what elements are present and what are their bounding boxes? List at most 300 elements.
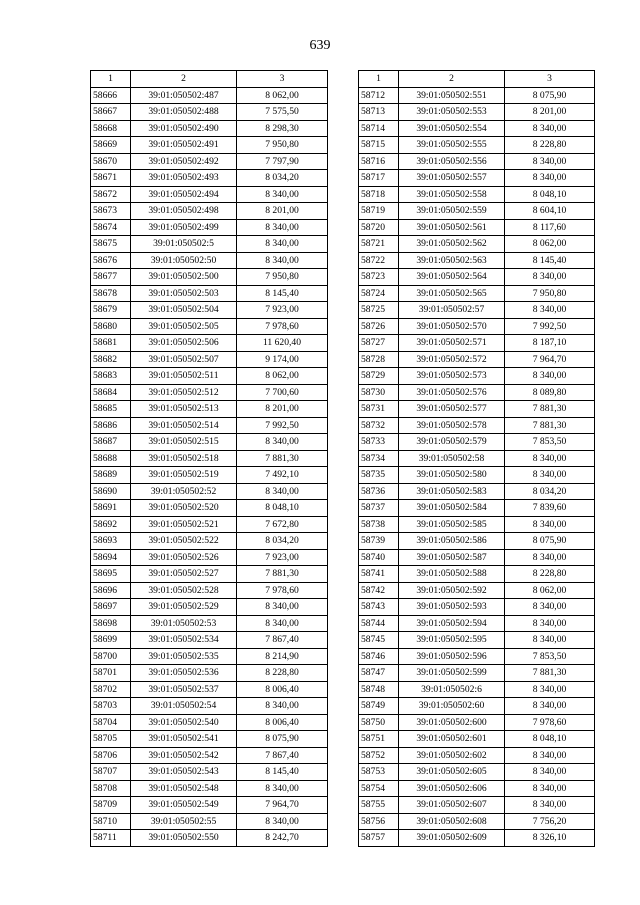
table-row (359, 632, 595, 649)
cadastral-value: 8 145,40 (505, 252, 595, 269)
row-number: 58737 (359, 500, 399, 517)
cadastral-number: 39:01:050502:577 (399, 401, 505, 418)
row-number: 58722 (359, 252, 399, 269)
table-row (359, 384, 595, 401)
table-row (91, 599, 328, 616)
cadastral-value: 8 075,90 (505, 533, 595, 550)
row-number: 58755 (359, 797, 399, 814)
cadastral-value: 8 340,00 (237, 186, 328, 203)
header-col-3: 3 (505, 71, 595, 88)
table-row (359, 533, 595, 550)
cadastral-value: 7 867,40 (237, 747, 328, 764)
table-row (91, 533, 328, 550)
cadastral-number: 39:01:050502:507 (131, 351, 237, 368)
cadastral-value: 8 340,00 (505, 153, 595, 170)
row-number: 58683 (91, 368, 131, 385)
table-row (359, 186, 595, 203)
row-number: 58735 (359, 467, 399, 484)
cadastral-number: 39:01:050502:521 (131, 516, 237, 533)
cadastral-value: 8 340,00 (505, 269, 595, 286)
cadastral-value: 8 340,00 (505, 764, 595, 781)
row-number: 58705 (91, 731, 131, 748)
table-row (359, 797, 595, 814)
cadastral-number: 39:01:050502:499 (131, 219, 237, 236)
cadastral-value: 7 797,90 (237, 153, 328, 170)
row-number: 58690 (91, 483, 131, 500)
table-row (91, 747, 328, 764)
row-number: 58668 (91, 120, 131, 137)
cadastral-number: 39:01:050502:5 (131, 236, 237, 253)
cadastral-number: 39:01:050502:578 (399, 417, 505, 434)
row-number: 58692 (91, 516, 131, 533)
table-row (91, 170, 328, 187)
table-row (91, 450, 328, 467)
row-number: 58719 (359, 203, 399, 220)
row-number: 58682 (91, 351, 131, 368)
cadastral-number: 39:01:050502:54 (131, 698, 237, 715)
table-row (359, 549, 595, 566)
table-row (91, 236, 328, 253)
cadastral-value: 7 950,80 (237, 269, 328, 286)
row-number: 58670 (91, 153, 131, 170)
cadastral-number: 39:01:050502:593 (399, 599, 505, 616)
cadastral-number: 39:01:050502:512 (131, 384, 237, 401)
row-number: 58691 (91, 500, 131, 517)
cadastral-value: 8 604,10 (505, 203, 595, 220)
row-number: 58743 (359, 599, 399, 616)
row-number: 58753 (359, 764, 399, 781)
cadastral-number: 39:01:050502:500 (131, 269, 237, 286)
cadastral-number: 39:01:050502:565 (399, 285, 505, 302)
row-number: 58702 (91, 681, 131, 698)
row-number: 58666 (91, 87, 131, 104)
row-number: 58740 (359, 549, 399, 566)
cadastral-value: 8 048,10 (505, 731, 595, 748)
row-number: 58749 (359, 698, 399, 715)
cadastral-value: 8 326,10 (505, 830, 595, 847)
table-row (359, 830, 595, 847)
cadastral-value: 8 340,00 (505, 368, 595, 385)
cadastral-value: 8 034,20 (237, 170, 328, 187)
row-number: 58748 (359, 681, 399, 698)
table-row (359, 368, 595, 385)
table-row (91, 368, 328, 385)
cadastral-number: 39:01:050502:519 (131, 467, 237, 484)
cadastral-number: 39:01:050502:494 (131, 186, 237, 203)
table-row (91, 549, 328, 566)
cadastral-number: 39:01:050502:557 (399, 170, 505, 187)
cadastral-value: 8 340,00 (237, 483, 328, 500)
cadastral-table-right (358, 70, 595, 847)
cadastral-number: 39:01:050502:503 (131, 285, 237, 302)
cadastral-value: 8 340,00 (237, 780, 328, 797)
row-number: 58721 (359, 236, 399, 253)
table-row (91, 252, 328, 269)
table-row (91, 302, 328, 319)
cadastral-number: 39:01:050502:599 (399, 665, 505, 682)
cadastral-number: 39:01:050502:605 (399, 764, 505, 781)
cadastral-value: 8 340,00 (237, 599, 328, 616)
row-number: 58678 (91, 285, 131, 302)
cadastral-number: 39:01:050502:572 (399, 351, 505, 368)
row-number: 58747 (359, 665, 399, 682)
table-row (359, 203, 595, 220)
cadastral-value: 7 881,30 (505, 665, 595, 682)
cadastral-number: 39:01:050502:573 (399, 368, 505, 385)
row-number: 58695 (91, 566, 131, 583)
cadastral-number: 39:01:050502:526 (131, 549, 237, 566)
table-row (359, 681, 595, 698)
cadastral-value: 7 839,60 (505, 500, 595, 517)
table-row (91, 665, 328, 682)
header-col-2: 2 (131, 71, 237, 88)
cadastral-number: 39:01:050502:608 (399, 813, 505, 830)
table-row (359, 318, 595, 335)
cadastral-number: 39:01:050502:536 (131, 665, 237, 682)
cadastral-value: 7 700,60 (237, 384, 328, 401)
row-number: 58689 (91, 467, 131, 484)
cadastral-number: 39:01:050502:50 (131, 252, 237, 269)
table-row (91, 830, 328, 847)
cadastral-number: 39:01:050502:527 (131, 566, 237, 583)
row-number: 58669 (91, 137, 131, 154)
cadastral-number: 39:01:050502:588 (399, 566, 505, 583)
cadastral-value: 8 340,00 (237, 813, 328, 830)
cadastral-number: 39:01:050502:529 (131, 599, 237, 616)
cadastral-value: 8 034,20 (237, 533, 328, 550)
cadastral-value: 7 672,80 (237, 516, 328, 533)
cadastral-number: 39:01:050502:520 (131, 500, 237, 517)
table-row (91, 269, 328, 286)
table-row (91, 648, 328, 665)
table-row (359, 87, 595, 104)
cadastral-number: 39:01:050502:487 (131, 87, 237, 104)
row-number: 58713 (359, 104, 399, 121)
cadastral-number: 39:01:050502:60 (399, 698, 505, 715)
cadastral-value: 8 228,80 (505, 566, 595, 583)
cadastral-value: 7 853,50 (505, 648, 595, 665)
row-number: 58728 (359, 351, 399, 368)
table-row (91, 467, 328, 484)
row-number: 58674 (91, 219, 131, 236)
cadastral-number: 39:01:050502:541 (131, 731, 237, 748)
cadastral-number: 39:01:050502:562 (399, 236, 505, 253)
cadastral-number: 39:01:050502:595 (399, 632, 505, 649)
cadastral-number: 39:01:050502:511 (131, 368, 237, 385)
row-number: 58731 (359, 401, 399, 418)
table-row (359, 566, 595, 583)
cadastral-value: 7 867,40 (237, 632, 328, 649)
cadastral-value: 8 089,80 (505, 384, 595, 401)
cadastral-number: 39:01:050502:602 (399, 747, 505, 764)
cadastral-value: 8 201,00 (505, 104, 595, 121)
row-number: 58723 (359, 269, 399, 286)
cadastral-number: 39:01:050502:491 (131, 137, 237, 154)
table-row (91, 219, 328, 236)
table-header-row (359, 71, 595, 88)
row-number: 58709 (91, 797, 131, 814)
cadastral-value: 7 978,60 (505, 714, 595, 731)
row-number: 58754 (359, 780, 399, 797)
table-row (91, 186, 328, 203)
cadastral-value: 8 048,10 (237, 500, 328, 517)
row-number: 58684 (91, 384, 131, 401)
table-row (359, 285, 595, 302)
cadastral-value: 7 950,80 (505, 285, 595, 302)
cadastral-number: 39:01:050502:513 (131, 401, 237, 418)
cadastral-value: 8 340,00 (505, 516, 595, 533)
row-number: 58724 (359, 285, 399, 302)
table-row (359, 582, 595, 599)
cadastral-value: 11 620,40 (237, 335, 328, 352)
cadastral-value: 8 340,00 (505, 615, 595, 632)
cadastral-value: 8 075,90 (505, 87, 595, 104)
table-row (91, 434, 328, 451)
cadastral-value: 8 006,40 (237, 714, 328, 731)
table-row (91, 417, 328, 434)
cadastral-number: 39:01:050502:579 (399, 434, 505, 451)
cadastral-number: 39:01:050502:515 (131, 434, 237, 451)
cadastral-value: 8 340,00 (505, 780, 595, 797)
table-row (359, 764, 595, 781)
row-number: 58707 (91, 764, 131, 781)
cadastral-number: 39:01:050502:58 (399, 450, 505, 467)
cadastral-number: 39:01:050502:505 (131, 318, 237, 335)
table-row (359, 813, 595, 830)
cadastral-value: 8 340,00 (505, 549, 595, 566)
row-number: 58714 (359, 120, 399, 137)
cadastral-number: 39:01:050502:492 (131, 153, 237, 170)
cadastral-number: 39:01:050502:594 (399, 615, 505, 632)
cadastral-table-left (90, 70, 328, 847)
cadastral-number: 39:01:050502:488 (131, 104, 237, 121)
cadastral-value: 8 201,00 (237, 401, 328, 418)
cadastral-number: 39:01:050502:548 (131, 780, 237, 797)
cadastral-value: 7 978,60 (237, 318, 328, 335)
cadastral-number: 39:01:050502:596 (399, 648, 505, 665)
cadastral-number: 39:01:050502:592 (399, 582, 505, 599)
table-row (359, 450, 595, 467)
cadastral-value: 7 950,80 (237, 137, 328, 154)
cadastral-value: 7 575,50 (237, 104, 328, 121)
cadastral-number: 39:01:050502:55 (131, 813, 237, 830)
row-number: 58696 (91, 582, 131, 599)
cadastral-value: 8 340,00 (505, 681, 595, 698)
cadastral-value: 8 034,20 (505, 483, 595, 500)
row-number: 58734 (359, 450, 399, 467)
cadastral-value: 8 006,40 (237, 681, 328, 698)
table-header-row (91, 71, 328, 88)
cadastral-number: 39:01:050502:490 (131, 120, 237, 137)
cadastral-number: 39:01:050502:498 (131, 203, 237, 220)
cadastral-number: 39:01:050502:601 (399, 731, 505, 748)
row-number: 58703 (91, 698, 131, 715)
cadastral-value: 8 340,00 (237, 615, 328, 632)
cadastral-number: 39:01:050502:53 (131, 615, 237, 632)
table-row (91, 401, 328, 418)
table-row (359, 335, 595, 352)
cadastral-value: 7 492,10 (237, 467, 328, 484)
row-number: 58738 (359, 516, 399, 533)
row-number: 58677 (91, 269, 131, 286)
cadastral-value: 8 340,00 (505, 450, 595, 467)
table-row (359, 615, 595, 632)
row-number: 58715 (359, 137, 399, 154)
cadastral-number: 39:01:050502:563 (399, 252, 505, 269)
table-row (91, 731, 328, 748)
cadastral-value: 7 992,50 (505, 318, 595, 335)
cadastral-number: 39:01:050502:559 (399, 203, 505, 220)
row-number: 58712 (359, 87, 399, 104)
cadastral-value: 8 187,10 (505, 335, 595, 352)
row-number: 58675 (91, 236, 131, 253)
table-row (359, 302, 595, 319)
table-row (359, 170, 595, 187)
cadastral-number: 39:01:050502:570 (399, 318, 505, 335)
row-number: 58688 (91, 450, 131, 467)
row-number: 58756 (359, 813, 399, 830)
table-row (359, 698, 595, 715)
cadastral-number: 39:01:050502:543 (131, 764, 237, 781)
cadastral-value: 8 048,10 (505, 186, 595, 203)
cadastral-number: 39:01:050502:493 (131, 170, 237, 187)
table-row (359, 252, 595, 269)
table-row (359, 120, 595, 137)
cadastral-number: 39:01:050502:586 (399, 533, 505, 550)
cadastral-value: 8 117,60 (505, 219, 595, 236)
row-number: 58699 (91, 632, 131, 649)
row-number: 58720 (359, 219, 399, 236)
table-row (91, 632, 328, 649)
table-row (359, 219, 595, 236)
cadastral-number: 39:01:050502:506 (131, 335, 237, 352)
cadastral-number: 39:01:050502:535 (131, 648, 237, 665)
table-row (91, 483, 328, 500)
row-number: 58671 (91, 170, 131, 187)
table-row (359, 467, 595, 484)
cadastral-number: 39:01:050502:537 (131, 681, 237, 698)
row-number: 58667 (91, 104, 131, 121)
row-number: 58725 (359, 302, 399, 319)
cadastral-value: 8 340,00 (505, 698, 595, 715)
row-number: 58750 (359, 714, 399, 731)
row-number: 58757 (359, 830, 399, 847)
row-number: 58739 (359, 533, 399, 550)
table-row (91, 104, 328, 121)
table-row (359, 153, 595, 170)
cadastral-number: 39:01:050502:518 (131, 450, 237, 467)
table-row (359, 401, 595, 418)
table-row (359, 483, 595, 500)
cadastral-value: 8 340,00 (237, 434, 328, 451)
row-number: 58744 (359, 615, 399, 632)
cadastral-value: 8 062,00 (505, 236, 595, 253)
cadastral-value: 7 756,20 (505, 813, 595, 830)
table-row (91, 120, 328, 137)
table-row (91, 335, 328, 352)
table-row (359, 731, 595, 748)
cadastral-value: 8 214,90 (237, 648, 328, 665)
table-row (359, 780, 595, 797)
table-row (91, 153, 328, 170)
cadastral-value: 7 964,70 (505, 351, 595, 368)
table-row (91, 698, 328, 715)
cadastral-number: 39:01:050502:6 (399, 681, 505, 698)
row-number: 58686 (91, 417, 131, 434)
header-col-1: 1 (91, 71, 131, 88)
row-number: 58673 (91, 203, 131, 220)
cadastral-value: 8 340,00 (237, 252, 328, 269)
cadastral-value: 8 145,40 (237, 285, 328, 302)
table-row (91, 714, 328, 731)
row-number: 58742 (359, 582, 399, 599)
table-row (359, 137, 595, 154)
cadastral-value: 8 228,80 (237, 665, 328, 682)
cadastral-number: 39:01:050502:600 (399, 714, 505, 731)
table-row (91, 137, 328, 154)
cadastral-number: 39:01:050502:564 (399, 269, 505, 286)
cadastral-number: 39:01:050502:609 (399, 830, 505, 847)
cadastral-number: 39:01:050502:551 (399, 87, 505, 104)
cadastral-value: 8 340,00 (505, 632, 595, 649)
row-number: 58697 (91, 599, 131, 616)
cadastral-value: 8 340,00 (505, 302, 595, 319)
table-row (91, 203, 328, 220)
cadastral-value: 8 340,00 (505, 599, 595, 616)
cadastral-value: 7 992,50 (237, 417, 328, 434)
table-row (359, 747, 595, 764)
cadastral-number: 39:01:050502:585 (399, 516, 505, 533)
table-row (91, 813, 328, 830)
cadastral-value: 8 062,00 (237, 87, 328, 104)
row-number: 58704 (91, 714, 131, 731)
table-row (91, 797, 328, 814)
cadastral-number: 39:01:050502:553 (399, 104, 505, 121)
row-number: 58745 (359, 632, 399, 649)
row-number: 58708 (91, 780, 131, 797)
table-row (91, 500, 328, 517)
table-row (91, 384, 328, 401)
row-number: 58730 (359, 384, 399, 401)
table-row (359, 351, 595, 368)
cadastral-number: 39:01:050502:550 (131, 830, 237, 847)
cadastral-number: 39:01:050502:571 (399, 335, 505, 352)
cadastral-value: 7 881,30 (505, 417, 595, 434)
table-row (359, 236, 595, 253)
row-number: 58693 (91, 533, 131, 550)
row-number: 58727 (359, 335, 399, 352)
table-row (91, 681, 328, 698)
row-number: 58746 (359, 648, 399, 665)
cadastral-number: 39:01:050502:584 (399, 500, 505, 517)
row-number: 58701 (91, 665, 131, 682)
table-row (359, 417, 595, 434)
cadastral-number: 39:01:050502:558 (399, 186, 505, 203)
cadastral-number: 39:01:050502:555 (399, 137, 505, 154)
row-number: 58717 (359, 170, 399, 187)
cadastral-value: 8 201,00 (237, 203, 328, 220)
cadastral-number: 39:01:050502:504 (131, 302, 237, 319)
cadastral-value: 7 964,70 (237, 797, 328, 814)
row-number: 58672 (91, 186, 131, 203)
cadastral-number: 39:01:050502:514 (131, 417, 237, 434)
row-number: 58680 (91, 318, 131, 335)
table-row (91, 351, 328, 368)
row-number: 58685 (91, 401, 131, 418)
cadastral-value: 8 242,70 (237, 830, 328, 847)
cadastral-value: 7 923,00 (237, 549, 328, 566)
table-row (359, 500, 595, 517)
